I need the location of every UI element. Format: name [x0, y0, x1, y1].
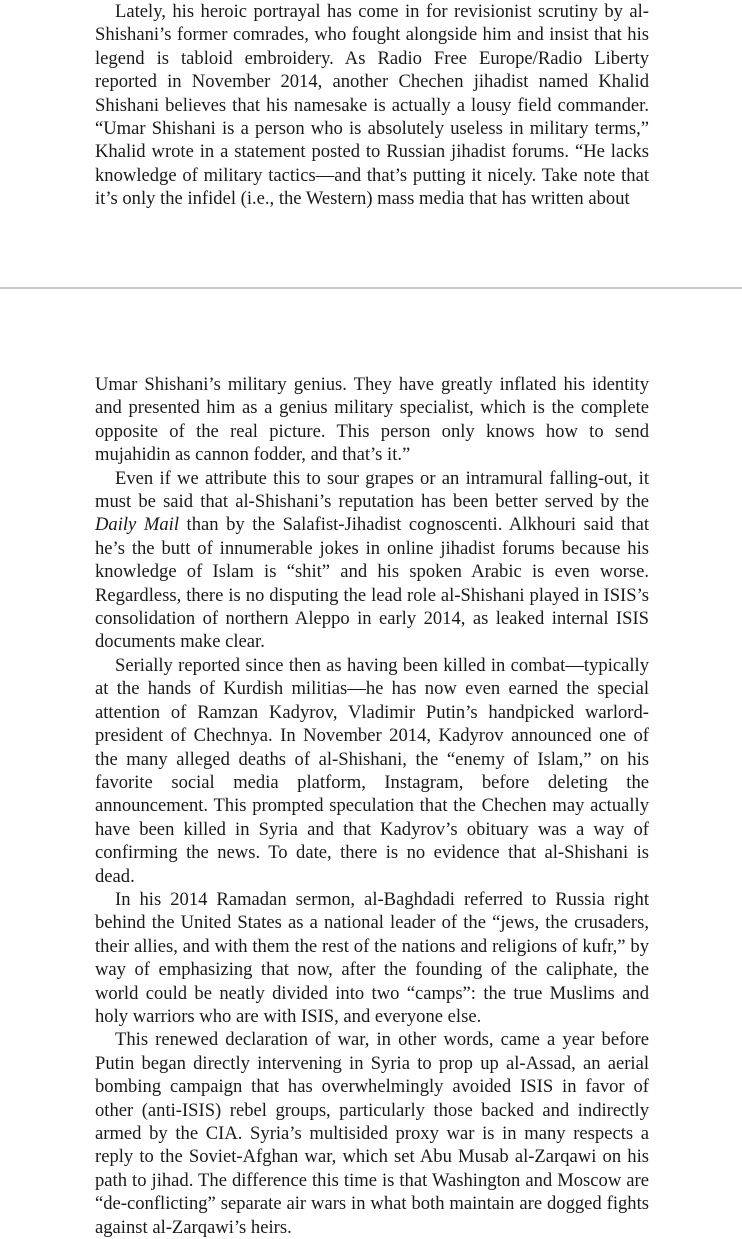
- paragraph-reputation-end: than by the Salafist-Jihadist cognoscenti. Alkhouri said that he’s the butt of innumerable jokes in online jihadist forums because his knowledge of Islam is “shit” and his spoken Arabic is even worse. Regardless, there is no disputing the lead role al-Shishani played in ISIS’s consolidation of northern Aleppo in early 2014, as leaked internal ISIS documents make clear.: [95, 514, 650, 653]
- page-bottom: [0, 289, 742, 1238]
- paragraph-reputation: [95, 467, 649, 654]
- paragraph-renewed-war: This renewed declaration of war, in other words, came a year before Putin began directly intervening in Syria to prop up al-Assad, an aerial bombing campaign that has overwhelmingly avoided ISIS in favor of other (anti-ISIS) rebel groups, particularly those backed and indirectly armed by the CIA. Syria’s multisided proxy war is in many respects a reply to the Soviet-Afghan war, which set Abu Musab al-Zarqawi on his path to jihad. The difference this time is that Washington and Moscow are “de-conflicting” separate air wars in what both maintain are dogged fights against al-Zarqawi’s heirs.: [95, 1029, 649, 1238]
- bottom-text-block: [95, 373, 649, 1239]
- paragraph-khalid-shishani: Lately, his heroic portrayal has come in for revisionist scrutiny by al-Shishani’s former comrades, who fought alongside him and insist that his legend is tabloid embroidery. As Radio Free Europe/Radio Liberty reported in November 2014, another Chechen jihadist named Khalid Shishani believes that his namesake is actually a lousy field commander. “Umar Shishani is a person who is absolutely useless in military terms,” Khalid wrote in a statement posted to Russian jihadist forums. “He lacks knowledge of military tactics—and that’s putting it nicely. Take note that it’s only the infidel (i.e., the Western) mass media that has written about: [95, 1, 649, 210]
- page-top: [0, 0, 742, 287]
- paragraph-reputation-start: Even if we attribute this to sour grapes or an intramural falling-out, it must be said that al-Shishani’s reputation has been better served by the: [95, 467, 649, 513]
- paragraph-ramadan-sermon: In his 2014 Ramadan sermon, al-Baghdadi referred to Russia right behind the United States as a national leader of the “jews, the crusaders, their allies, and with them the rest of the nations and religions of kufr,” by way of emphasizing that now, after the founding of the caliphate, the world could be neatly divided into two “camps”: the true Muslims and holy warriors who are with ISIS, and everyone else.: [95, 888, 649, 1027]
- top-text-block: [95, 0, 649, 211]
- paragraph-kadyrov: Serially reported since then as having been killed in combat—typically at the hands of Kurdish militias—he has now even earned the special attention of Ramzan Kadyrov, Vladimir Putin’s handpicked warlord-president of Chechnya. In November 2014, Kadyrov announced one of the many alleged deaths of al-Shishani, the “enemy of Islam,” on his favorite social media platform, Instagram, before deleting the announcement. This prompted speculation that the Chechen may actually have been killed in Syria and that Kadyrov’s obituary was a way of confirming the news. To date, there is no evidence that al-Shishani is dead.: [95, 654, 649, 887]
- daily-mail-title: Daily Mail: [95, 514, 179, 536]
- paragraph-continuation: Umar Shishani’s military genius. They have greatly inflated his identity and presented him as a genius military specialist, which is the complete opposite of the real picture. This person only knows how to send mujahidin as cannon fodder, and that’s it.”: [95, 374, 649, 466]
